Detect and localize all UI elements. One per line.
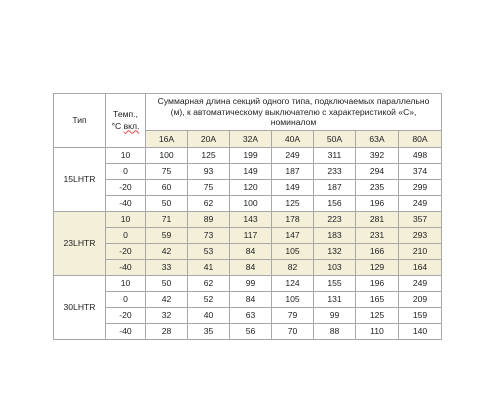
length-cell: 357 xyxy=(399,212,442,228)
header-rating: 32А xyxy=(230,131,272,148)
table-row xyxy=(54,308,442,324)
header-rating: 20А xyxy=(188,131,230,148)
cable-length-table xyxy=(53,93,442,340)
length-cell: 105 xyxy=(272,244,314,260)
length-cell: 187 xyxy=(314,180,356,196)
length-cell: 79 xyxy=(272,308,314,324)
length-cell: 84 xyxy=(230,260,272,276)
length-cell: 498 xyxy=(399,148,442,164)
length-cell: 56 xyxy=(230,324,272,340)
length-cell: 149 xyxy=(272,180,314,196)
header-rating: 40А xyxy=(272,131,314,148)
temperature-cell: 0 xyxy=(106,228,146,244)
header-row xyxy=(54,94,442,131)
header-type: Тип xyxy=(54,94,106,148)
length-cell: 41 xyxy=(188,260,230,276)
length-cell: 53 xyxy=(188,244,230,260)
length-cell: 140 xyxy=(399,324,442,340)
length-cell: 59 xyxy=(146,228,188,244)
header-temp-prefix: °С xyxy=(111,120,124,131)
length-cell: 392 xyxy=(356,148,399,164)
length-cell: 233 xyxy=(314,164,356,180)
length-cell: 164 xyxy=(399,260,442,276)
length-cell: 73 xyxy=(188,228,230,244)
header-temperature xyxy=(106,94,146,148)
length-cell: 231 xyxy=(356,228,399,244)
length-cell: 103 xyxy=(314,260,356,276)
length-cell: 63 xyxy=(230,308,272,324)
length-cell: 99 xyxy=(230,276,272,292)
length-cell: 311 xyxy=(314,148,356,164)
length-cell: 299 xyxy=(399,180,442,196)
length-cell: 149 xyxy=(230,164,272,180)
length-cell: 62 xyxy=(188,196,230,212)
length-cell: 249 xyxy=(272,148,314,164)
length-cell: 35 xyxy=(188,324,230,340)
length-cell: 143 xyxy=(230,212,272,228)
temperature-cell: -40 xyxy=(106,260,146,276)
length-cell: 125 xyxy=(188,148,230,164)
length-cell: 75 xyxy=(146,164,188,180)
length-cell: 89 xyxy=(188,212,230,228)
length-cell: 249 xyxy=(399,196,442,212)
temperature-cell: -20 xyxy=(106,308,146,324)
table-body xyxy=(54,148,442,340)
length-cell: 120 xyxy=(230,180,272,196)
length-cell: 105 xyxy=(272,292,314,308)
cable-type-cell: 15LHTR xyxy=(54,148,106,212)
length-cell: 50 xyxy=(146,196,188,212)
length-cell: 178 xyxy=(272,212,314,228)
length-cell: 84 xyxy=(230,244,272,260)
length-cell: 199 xyxy=(230,148,272,164)
length-cell: 374 xyxy=(399,164,442,180)
length-cell: 82 xyxy=(272,260,314,276)
table-row xyxy=(54,292,442,308)
length-cell: 147 xyxy=(272,228,314,244)
length-cell: 196 xyxy=(356,196,399,212)
length-cell: 42 xyxy=(146,292,188,308)
temperature-cell: 0 xyxy=(106,164,146,180)
table-row xyxy=(54,180,442,196)
length-cell: 281 xyxy=(356,212,399,228)
table-row xyxy=(54,212,442,228)
table-row xyxy=(54,148,442,164)
header-temp-line1: Темп., xyxy=(113,109,138,120)
length-cell: 60 xyxy=(146,180,188,196)
length-cell: 70 xyxy=(272,324,314,340)
table-row xyxy=(54,228,442,244)
length-cell: 155 xyxy=(314,276,356,292)
length-cell: 100 xyxy=(146,148,188,164)
length-cell: 32 xyxy=(146,308,188,324)
length-cell: 223 xyxy=(314,212,356,228)
length-cell: 71 xyxy=(146,212,188,228)
length-cell: 52 xyxy=(188,292,230,308)
length-cell: 293 xyxy=(399,228,442,244)
cable-type-cell: 30LHTR xyxy=(54,276,106,340)
length-cell: 294 xyxy=(356,164,399,180)
length-cell: 28 xyxy=(146,324,188,340)
table-row xyxy=(54,196,442,212)
header-description: Суммарная длина секций одного типа, подключаемых параллельно (м), к автоматическому выключателю с характеристикой «С», номиналом xyxy=(146,94,442,131)
length-cell: 166 xyxy=(356,244,399,260)
length-cell: 124 xyxy=(272,276,314,292)
temperature-cell: -40 xyxy=(106,324,146,340)
table-row xyxy=(54,164,442,180)
table-row xyxy=(54,276,442,292)
length-cell: 62 xyxy=(188,276,230,292)
length-cell: 84 xyxy=(230,292,272,308)
length-cell: 156 xyxy=(314,196,356,212)
length-cell: 100 xyxy=(230,196,272,212)
length-cell: 249 xyxy=(399,276,442,292)
length-cell: 33 xyxy=(146,260,188,276)
length-cell: 110 xyxy=(356,324,399,340)
temperature-cell: -20 xyxy=(106,244,146,260)
cable-type-cell: 23LHTR xyxy=(54,212,106,276)
length-cell: 132 xyxy=(314,244,356,260)
length-cell: 165 xyxy=(356,292,399,308)
header-rating: 80А xyxy=(399,131,442,148)
length-cell: 125 xyxy=(272,196,314,212)
length-cell: 183 xyxy=(314,228,356,244)
length-cell: 159 xyxy=(399,308,442,324)
length-cell: 88 xyxy=(314,324,356,340)
length-cell: 196 xyxy=(356,276,399,292)
length-cell: 125 xyxy=(356,308,399,324)
length-cell: 129 xyxy=(356,260,399,276)
length-cell: 75 xyxy=(188,180,230,196)
length-cell: 40 xyxy=(188,308,230,324)
temperature-cell: 10 xyxy=(106,148,146,164)
length-cell: 187 xyxy=(272,164,314,180)
length-cell: 42 xyxy=(146,244,188,260)
length-cell: 131 xyxy=(314,292,356,308)
length-cell: 93 xyxy=(188,164,230,180)
header-rating: 63А xyxy=(356,131,399,148)
length-cell: 235 xyxy=(356,180,399,196)
header-rating: 50А xyxy=(314,131,356,148)
header-temp-vkl: вкл. xyxy=(123,120,140,131)
temperature-cell: 0 xyxy=(106,292,146,308)
temperature-cell: -40 xyxy=(106,196,146,212)
length-cell: 117 xyxy=(230,228,272,244)
length-cell: 209 xyxy=(399,292,442,308)
length-cell: 50 xyxy=(146,276,188,292)
temperature-cell: -20 xyxy=(106,180,146,196)
temperature-cell: 10 xyxy=(106,212,146,228)
table-row xyxy=(54,324,442,340)
header-rating: 16А xyxy=(146,131,188,148)
table-row xyxy=(54,260,442,276)
length-cell: 99 xyxy=(314,308,356,324)
table-row xyxy=(54,244,442,260)
length-cell: 210 xyxy=(399,244,442,260)
temperature-cell: 10 xyxy=(106,276,146,292)
